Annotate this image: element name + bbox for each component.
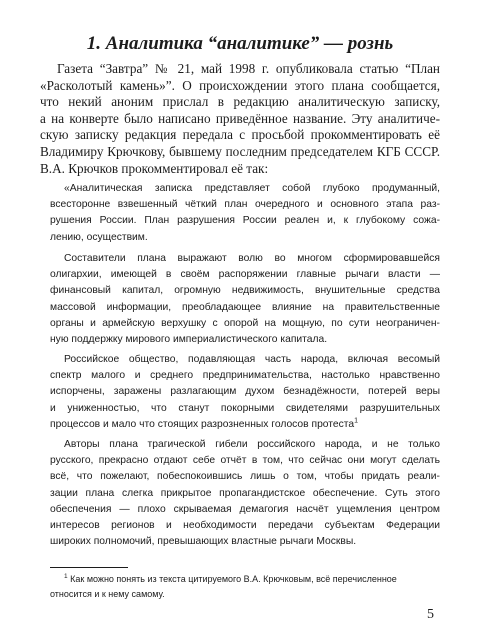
text-line: ную поддержку мирового империалистического капитала. <box>50 334 328 346</box>
text-line: В.А. Крючков прокомментировал её так: <box>40 160 269 176</box>
text-line: интересов регионов и необходимости передачи субъектам Федерации <box>50 520 440 532</box>
text-line: зации плана слегка прикрытое пропагандистское обеспечение. Суть этого <box>50 487 440 499</box>
text-line: русского, прекрасно отдают себе отчёт в том, что сейчас они могут сделать <box>50 455 440 467</box>
text-line <box>50 417 440 433</box>
text-line: Авторы плана трагической гибели российского народа, и не только <box>64 439 440 450</box>
footnote-divider <box>50 567 128 568</box>
footnote-reference[interactable]: 1 <box>354 417 359 425</box>
text-line: массовой информации, преобладающее влияние на правительственные <box>50 301 440 313</box>
quote-paragraph <box>50 251 440 348</box>
text-line: Владимиру Крючкову, бывшему последним председателем КГБ СССР. <box>40 143 440 159</box>
text-line: Газета “Завтра” № 21, май 1998 г. опубликовала статью “План <box>57 61 440 76</box>
quote-paragraph <box>50 352 440 433</box>
text-line: Составители плана выражают волю во многом сформировавшейся <box>64 253 440 264</box>
text-line-content: процессов и мало что стоящих разрозненных голосов протеста <box>50 418 355 430</box>
text-line: широких полномочий, превышающих властные рычаги Москвы. <box>50 536 357 548</box>
text-line: органы и армейскую верхушку с опорой на мощную, по сути неограничен- <box>50 317 440 329</box>
text-line: всё, что пожелают, побеспокоившись лишь о том, чтобы придать реали- <box>50 471 440 483</box>
text-line: испорчены, заражены разлагающим духом безнадёжности, потерей веры <box>50 386 440 398</box>
text-line: скую записку редакция передала с просьбой прокомментировать её <box>40 127 440 143</box>
footnote-text: Как можно понять из текста цитируемого В.А. Крючковым, всё перечисленное <box>70 574 397 584</box>
text-line: «Аналитическая записка представляет собой глубоко продуманный, <box>64 183 440 194</box>
footnote-line: относится и к нему самому. <box>50 588 165 599</box>
footnote <box>50 572 440 601</box>
text-line: что некий аноним прислал в редакцию аналитическую записку, <box>40 94 440 110</box>
page-number: 5 <box>427 607 434 622</box>
text-line: «Расколотый камень»”. О происхождении этого плана сообщается, <box>40 77 440 93</box>
footnote-line <box>50 572 440 587</box>
text-line: спектр малого и среднего предпринимательства, настолько нравственно <box>50 370 440 382</box>
text-line: финансовый капитал, огромную недвижимость, внушительные средства <box>50 285 440 297</box>
text-line: олигархии, имеющей в своём распоряжении главные рычаги власти — <box>50 269 440 281</box>
text-line: обеспечения — плохо скрываемая демагогия насчёт ущемления центром <box>50 503 440 515</box>
intro-paragraph <box>40 61 440 177</box>
text-line: и униженностью, что станут покорными свидетелями разрушительных <box>50 402 440 414</box>
text-line: Российское общество, подавляющая часть народа, включая весомый <box>64 354 440 365</box>
quote-paragraph <box>50 437 440 550</box>
quote-paragraph <box>50 181 440 246</box>
chapter-heading: 1. Аналитика “аналитике” — рознь <box>86 33 394 54</box>
text-line: всесторонне взвешенный чёткий план очередного и основного этапа раз- <box>50 199 440 211</box>
footnote-marker: 1 <box>64 573 68 580</box>
text-line: а на конверте было написано приведённое название. Эту аналитиче- <box>40 110 440 126</box>
text-line: рушения России. План разрушения России реален и, к глубокому сожа- <box>50 215 440 227</box>
text-line: лению, осуществим. <box>50 231 148 243</box>
